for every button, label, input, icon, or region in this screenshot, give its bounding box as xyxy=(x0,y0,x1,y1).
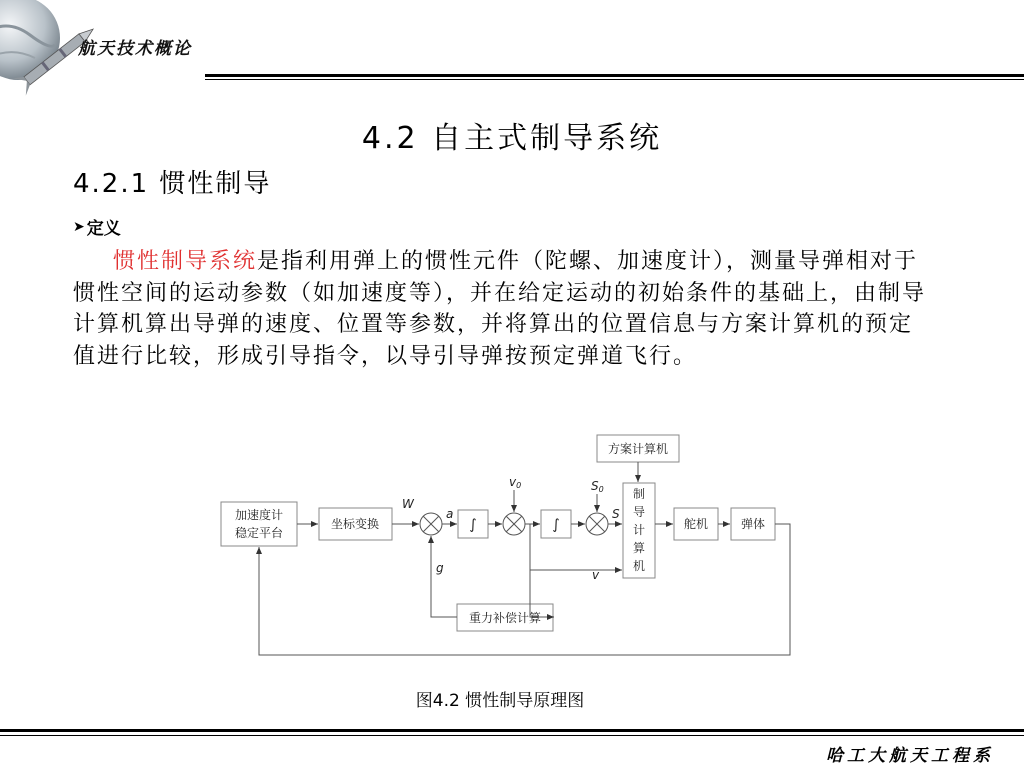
link-feedback-to-platform xyxy=(259,524,790,655)
footer-divider-thick xyxy=(0,729,1024,732)
block-label-integrator-2: ∫ xyxy=(552,517,560,533)
block-label-transform: 坐标变换 xyxy=(330,517,380,531)
figure-caption: 图4.2 惯性制导原理图 xyxy=(415,691,585,711)
inertial-guidance-diagram xyxy=(200,425,810,669)
block-label-computer-char-5: 机 xyxy=(632,559,646,573)
block-label-actuator: 舵机 xyxy=(683,517,709,531)
summing-junction-1 xyxy=(420,513,442,535)
block-label-computer-char-4: 算 xyxy=(632,541,646,555)
signal-label-S0-sub: 0 xyxy=(598,485,604,494)
summing-junction-2 xyxy=(503,513,525,535)
signal-label-S: S xyxy=(612,507,620,521)
block-label-gravity: 重力补偿计算 xyxy=(468,611,542,625)
block-label-computer-char-1: 制 xyxy=(632,487,646,501)
signal-label-v0 xyxy=(509,475,521,490)
header-divider-thin xyxy=(205,79,1024,80)
block-label-computer-char-3: 计 xyxy=(632,523,646,537)
definition-text: 是指利用弹上的惯性元件（陀螺、加速度计），测量导弹相对于惯性空间的运动参数（如加速度等），并在给定运动的初始条件的基础上，由制导计算机算出导弹的速度、位置等参数，并将算出的位置信息与方案计算机的预定值进行比较，形成引导指令，以导引导弹按预定弹道飞行。 xyxy=(73,249,927,369)
block-label-missile-body: 弹体 xyxy=(740,517,766,531)
link-gravity-to-sum1 xyxy=(431,536,457,617)
block-label-integrator-1: ∫ xyxy=(469,517,477,533)
summing-junction-3 xyxy=(586,513,608,535)
signal-label-v0-base: v xyxy=(509,475,517,489)
block-label-computer-char-2: 导 xyxy=(632,505,646,519)
definition-label: 定义 xyxy=(86,219,121,239)
footer-divider-thin xyxy=(0,735,1024,736)
page-title: 4.2 自主式制导系统 xyxy=(361,121,663,156)
definition-paragraph xyxy=(73,246,933,372)
bullet-arrow-icon: ➤ xyxy=(73,218,85,235)
header-divider-thick xyxy=(205,74,1024,77)
signal-label-S0 xyxy=(591,479,604,494)
signal-label-a: a xyxy=(446,507,454,521)
block-label-accelerometer-1: 加速度计 xyxy=(234,508,284,522)
section-title: 4.2.1 惯性制导 xyxy=(73,169,272,199)
block-label-scheme-computer: 方案计算机 xyxy=(607,442,669,456)
course-title: 航天技术概论 xyxy=(78,39,192,59)
signal-label-v0-sub: 0 xyxy=(516,481,522,490)
signal-label-g: g xyxy=(436,561,444,575)
signal-label-S0-base: S xyxy=(591,479,599,493)
signal-label-v: v xyxy=(592,568,600,582)
footer-department: 哈工大航天工程系 xyxy=(826,746,994,766)
block-label-accelerometer-2: 稳定平台 xyxy=(234,526,284,540)
highlighted-term: 惯性制导系统 xyxy=(113,249,258,274)
signal-label-W: W xyxy=(402,497,414,511)
definition-heading xyxy=(73,214,121,239)
